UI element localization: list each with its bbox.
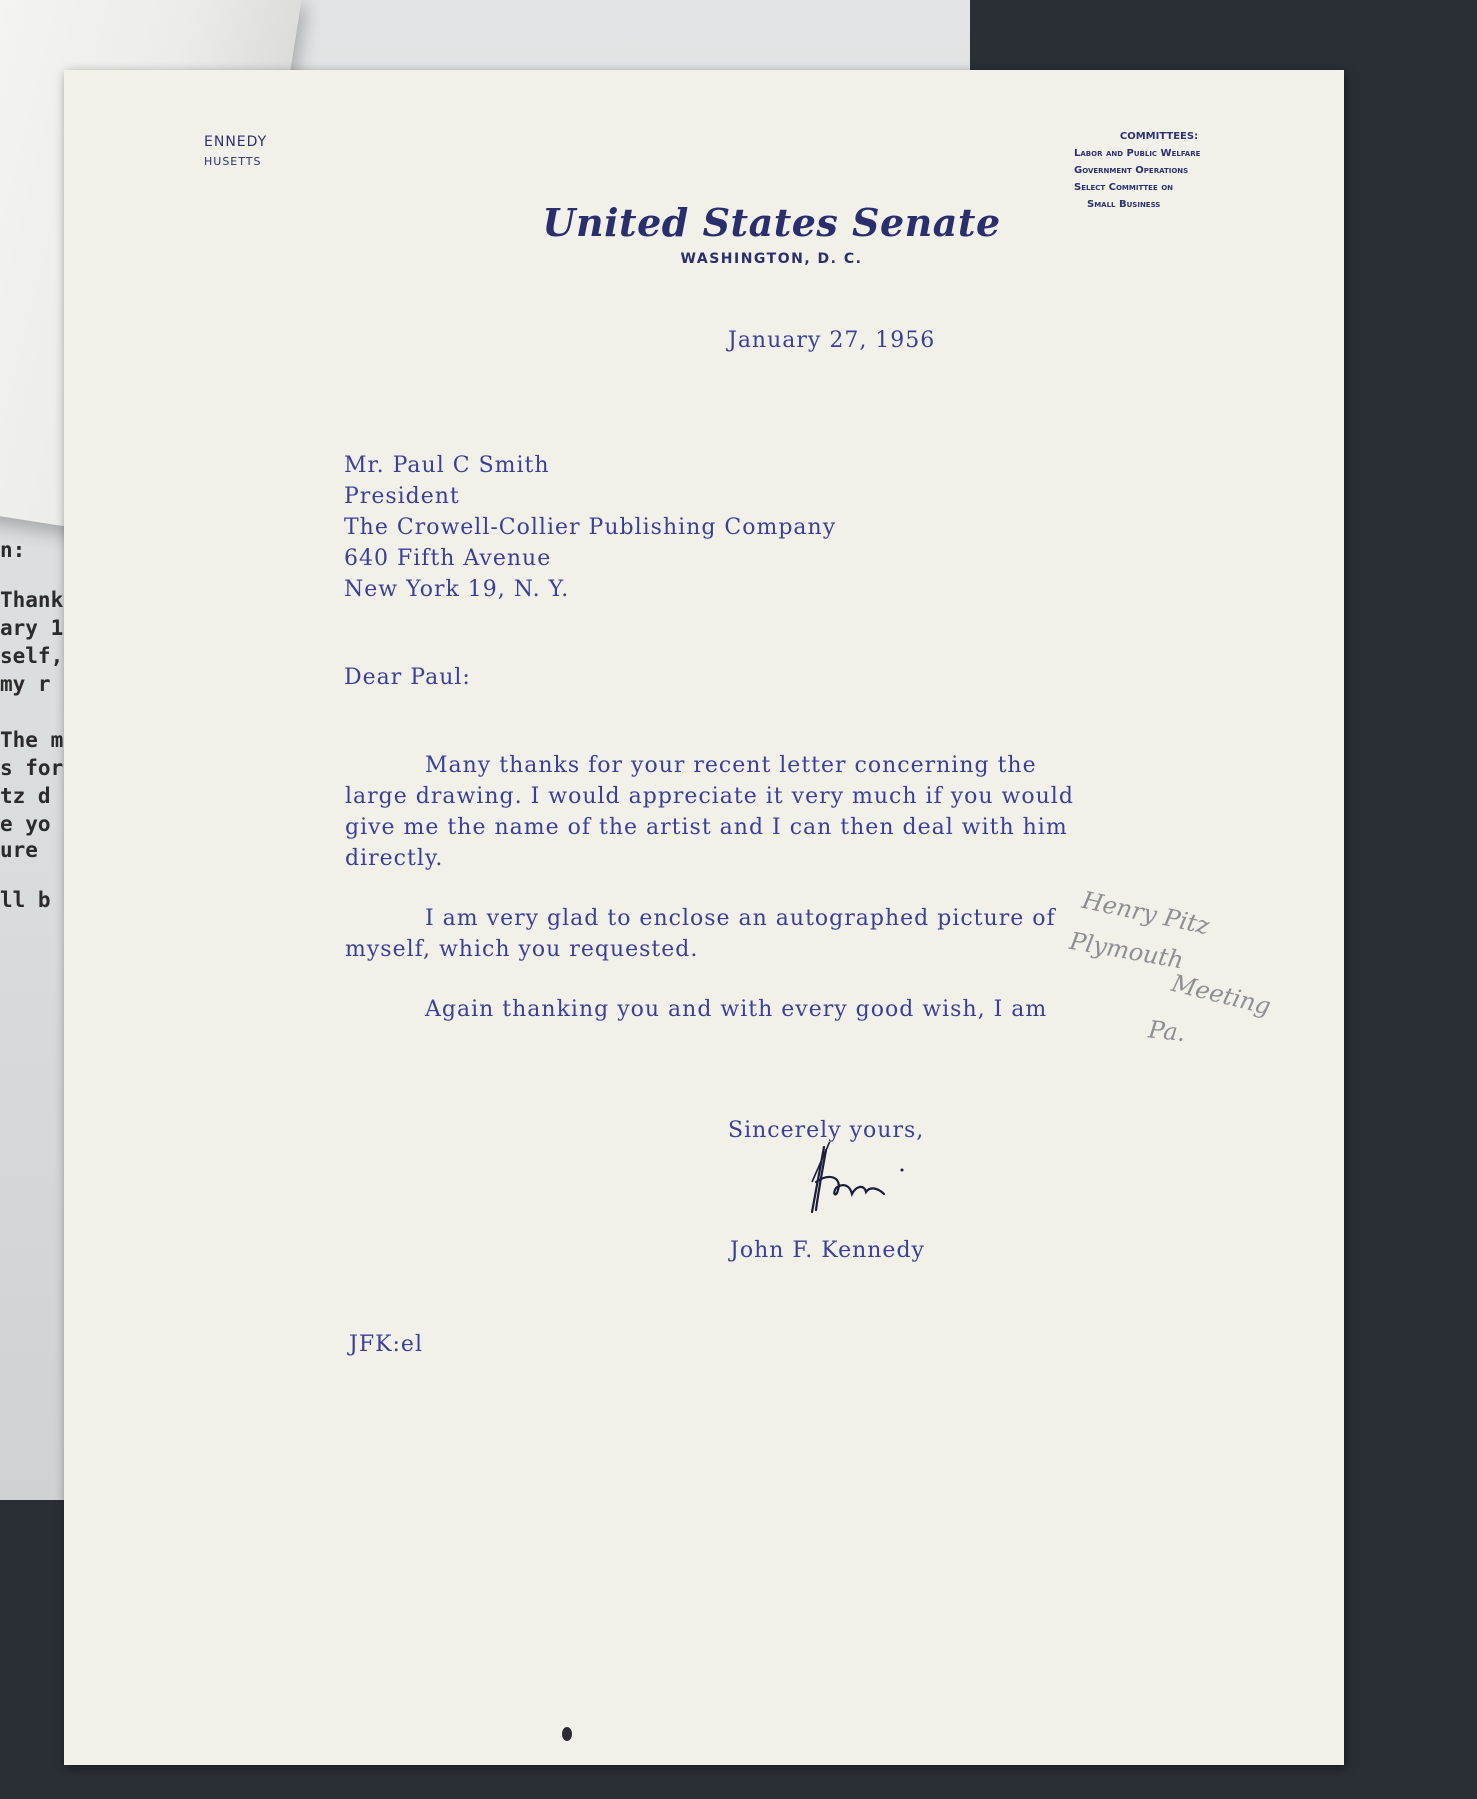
paragraph-text: I am very glad to enclose an autographed picture of myself, which you requested. xyxy=(345,906,1056,962)
sender-name-fragment: ENNEDY xyxy=(204,134,268,150)
salutation: Dear Paul: xyxy=(344,665,471,690)
under-fragment: s for xyxy=(0,756,64,780)
under-fragment: ary 1 xyxy=(0,616,64,640)
body-paragraph xyxy=(345,750,1105,874)
recipient-line: New York 19, N. Y. xyxy=(344,577,570,602)
pencil-line: Meeting xyxy=(1168,968,1274,1021)
committees-heading: COMMITTEES: xyxy=(1119,131,1199,142)
under-fragment: my r xyxy=(0,672,51,696)
committee-item: Small Business xyxy=(1087,199,1161,210)
letterhead-city: WASHINGTON, D. C. xyxy=(680,251,863,267)
recipient-line: The Crowell-Collier Publishing Company xyxy=(344,515,837,540)
closing: Sincerely yours, xyxy=(728,1118,925,1143)
signer-name: John F. Kennedy xyxy=(730,1238,925,1263)
typist-initials: JFK:el xyxy=(349,1332,423,1357)
sender-state-fragment: HUSETTS xyxy=(204,155,262,168)
paragraph-text: Again thanking you and with every good wish, I am xyxy=(425,997,1048,1022)
pencil-line: Henry Pitz xyxy=(1079,885,1213,941)
under-fragment: The m xyxy=(0,728,64,752)
letter-sheet xyxy=(64,70,1344,1765)
committee-item: Labor and Public Welfare xyxy=(1074,148,1201,159)
under-fragment: Thank xyxy=(0,588,64,612)
under-fragment: ure xyxy=(0,838,38,862)
body-paragraph xyxy=(345,903,1105,965)
paragraph-text: Many thanks for your recent letter concerning the large drawing. I would appreciate it very much if you would give me the name of the artist and I can then deal with him directly. xyxy=(345,753,1074,871)
under-fragment: n: xyxy=(0,538,26,562)
pencil-line: Plymouth xyxy=(1067,926,1186,975)
under-fragment: e yo xyxy=(0,812,51,836)
handwritten-signature xyxy=(804,1142,924,1222)
recipient-line: 640 Fifth Avenue xyxy=(344,546,552,571)
letter-date: January 27, 1956 xyxy=(728,328,936,353)
under-fragment: tz d xyxy=(0,784,51,808)
committee-item: Select Committee on xyxy=(1074,182,1174,193)
recipient-line: President xyxy=(344,484,460,509)
recipient-address xyxy=(344,450,836,605)
letter-body xyxy=(345,750,1105,1054)
letterhead-sender xyxy=(204,132,267,172)
committee-item: Government Operations xyxy=(1074,165,1189,176)
senate-title: United States Senate xyxy=(542,200,1001,245)
under-fragment: ll b xyxy=(0,888,51,912)
pencil-annotation xyxy=(1067,885,1314,1057)
ink-spot xyxy=(562,1727,572,1741)
body-paragraph xyxy=(345,994,1105,1025)
letterhead-masthead xyxy=(344,200,1199,267)
recipient-line: Mr. Paul C Smith xyxy=(344,453,550,478)
pencil-line: Pa. xyxy=(1146,1015,1187,1048)
under-fragment: self, xyxy=(0,644,64,668)
